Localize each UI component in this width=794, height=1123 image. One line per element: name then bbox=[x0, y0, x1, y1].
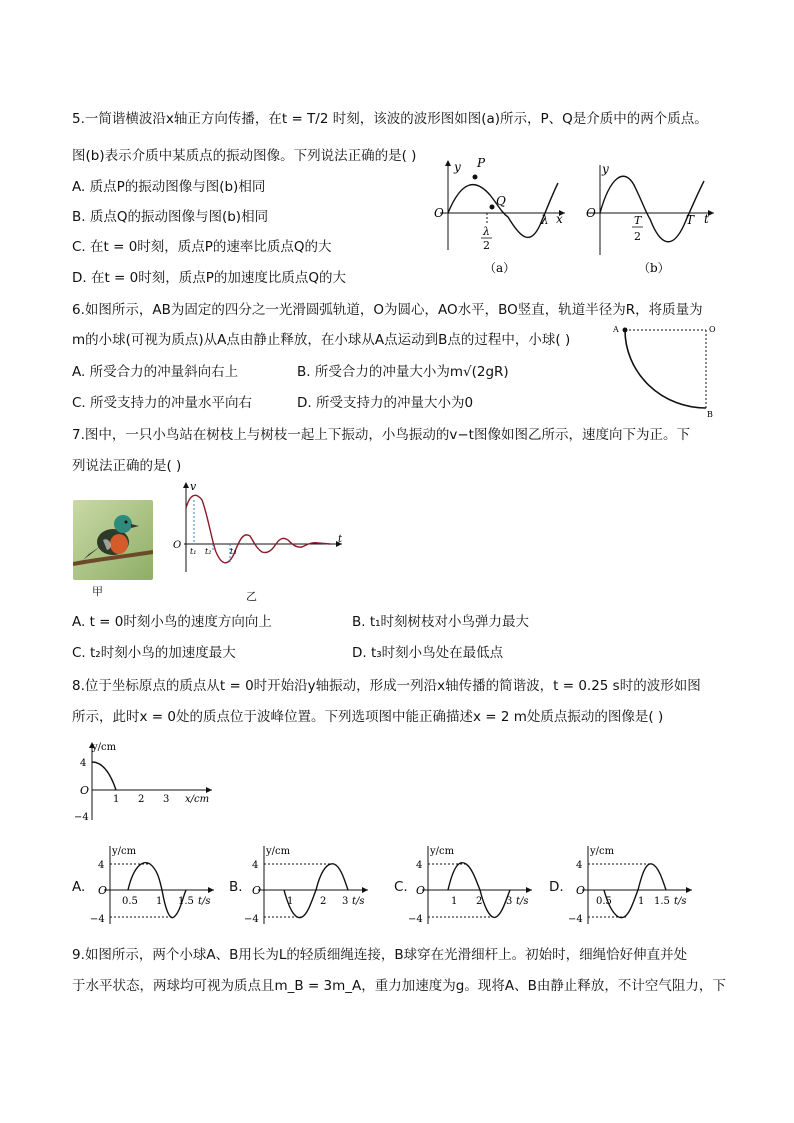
q7-line1: 7.图中，一只小鸟站在树枝上与树枝一起上下振动，小鸟振动的v−t图像如图乙所示，速度向下为正。下 bbox=[72, 427, 690, 443]
q6-arc-figure bbox=[610, 320, 720, 420]
q8d-tick-1: 0.5 bbox=[596, 896, 612, 907]
q8-wave-figure bbox=[72, 740, 222, 825]
q8-line2: 所示，此时x = 0处的质点位于波峰位置。下列选项图中能正确描述x = 2 m处质点振动的图像是( ) bbox=[72, 709, 664, 725]
q8c-tlabel: t/s bbox=[516, 896, 529, 907]
q8a-yneg4: −4 bbox=[90, 914, 105, 925]
q5b-t-half-den: 2 bbox=[634, 230, 641, 243]
q5a-caption: （a） bbox=[484, 261, 516, 275]
q8-wave-ylabel: y/cm bbox=[92, 742, 117, 753]
q8b-yneg4: −4 bbox=[244, 914, 259, 925]
q8-wave-curve bbox=[92, 762, 116, 790]
q5-option-b: B. 质点Q的振动图像与图(b)相同 bbox=[72, 209, 269, 225]
q8b-tick-3: 3 bbox=[342, 896, 349, 907]
q8a-origin: O bbox=[98, 884, 108, 897]
q8-choice-b-letter: B. bbox=[229, 879, 243, 895]
q8c-tick-2: 2 bbox=[476, 896, 483, 907]
q8-wave-origin: O bbox=[80, 784, 90, 797]
q5a-q-label: Q bbox=[496, 194, 506, 208]
q8d-y4: 4 bbox=[576, 860, 583, 871]
point-p bbox=[473, 175, 478, 180]
q6-arc-track bbox=[625, 330, 706, 408]
q7-vt-graph bbox=[170, 480, 350, 575]
bird-photo bbox=[73, 500, 153, 580]
q8c-y4: 4 bbox=[416, 860, 423, 871]
q7-t2-label: t₂ bbox=[205, 547, 212, 556]
q8b-tlabel: t/s bbox=[352, 896, 365, 907]
q5-option-c: C. 在t = 0时刻，质点P的速率比质点Q的大 bbox=[72, 239, 332, 255]
q8-choice-d-letter: D. bbox=[549, 879, 564, 895]
q8-line1: 8.位于坐标原点的质点从t = 0时开始沿y轴振动，形成一列沿x轴传播的简谐波，t = 0.25 s时的波形如图 bbox=[72, 678, 701, 694]
q8b-ylabel: y/cm bbox=[266, 846, 291, 857]
q8c-yneg4: −4 bbox=[408, 914, 423, 925]
q7-t1-label: t₁ bbox=[190, 547, 197, 556]
q5-option-d: D. 在t = 0时刻，质点P的加速度比质点Q的大 bbox=[72, 270, 347, 286]
q7-label-yi: 乙 bbox=[246, 590, 257, 603]
q5a-p-label: P bbox=[477, 156, 486, 170]
q5a-origin-label: O bbox=[434, 206, 444, 220]
q5b-caption: （b） bbox=[638, 261, 670, 275]
q5b-y-label: y bbox=[602, 162, 609, 176]
q8a-ylabel: y/cm bbox=[112, 846, 137, 857]
q7-label-jia: 甲 bbox=[92, 585, 103, 598]
q5-line1: 5.一简谐横波沿x轴正方向传播，在t = T/2 时刻，该波的波形图如图(a)所示，P、Q是介质中的两个质点。 bbox=[72, 111, 708, 127]
q7-t3-label: t₃ bbox=[230, 547, 237, 556]
q6-label-a: A bbox=[613, 325, 619, 334]
q6-line1: 6.如图所示，AB为固定的四分之一光滑圆弧轨道，O为圆心，AO水平，BO竖直，轨道半径为R，将质量为 bbox=[72, 302, 703, 318]
q5-figure-b bbox=[580, 155, 720, 280]
q7-option-b: B. t₁时刻树枝对小鸟弹力最大 bbox=[352, 614, 530, 630]
q6-label-b: B bbox=[707, 410, 713, 419]
q6-option-a: A. 所受合力的冲量斜向右上 bbox=[72, 364, 239, 380]
q8-choice-c-graph bbox=[406, 842, 536, 927]
q8-choice-d-graph bbox=[566, 842, 696, 927]
q9-line2: 于水平状态，两球均可视为质点且m_B = 3m_A，重力加速度为g。现将A、B由静止释放，不计空气阻力，下 bbox=[72, 978, 726, 994]
q8-wave-x2: 2 bbox=[138, 794, 145, 805]
q8a-tick-1: 0.5 bbox=[122, 896, 138, 907]
q5b-t-half-num: T bbox=[634, 214, 642, 227]
q8b-tick-2: 2 bbox=[320, 896, 327, 907]
q8c-ylabel: y/cm bbox=[430, 846, 455, 857]
q8a-tick-3: 1.5 bbox=[178, 896, 194, 907]
q8-wave-x3: 3 bbox=[163, 794, 170, 805]
q8d-tlabel: t/s bbox=[674, 896, 687, 907]
q8a-tlabel: t/s bbox=[198, 896, 211, 907]
q5-figure-a bbox=[430, 155, 570, 280]
q7-origin-label: O bbox=[173, 540, 182, 551]
q8-wave-yneg4: −4 bbox=[74, 812, 89, 823]
q7-option-a: A. t = 0时刻小鸟的速度方向向上 bbox=[72, 614, 272, 630]
q8c-origin: O bbox=[416, 884, 426, 897]
q5b-period-label: T bbox=[686, 213, 695, 227]
q7-t-label: t bbox=[338, 534, 343, 545]
q5a-wave-curve bbox=[448, 183, 558, 237]
q8d-origin: O bbox=[576, 884, 586, 897]
q8-choice-b-graph bbox=[242, 842, 372, 927]
q8b-origin: O bbox=[252, 884, 262, 897]
q5a-lambda-label: λ bbox=[541, 213, 549, 227]
q7-option-c: C. t₂时刻小鸟的加速度最大 bbox=[72, 645, 236, 661]
q5a-lambda-half-num: λ bbox=[483, 225, 490, 238]
q8-choice-a-letter: A. bbox=[72, 879, 86, 895]
q8-wave-y4: 4 bbox=[80, 758, 87, 769]
q5a-lambda-half-den: 2 bbox=[483, 239, 490, 252]
q8b-y4: 4 bbox=[252, 860, 259, 871]
q8a-y4: 4 bbox=[98, 860, 105, 871]
q8b-tick-1: 1 bbox=[287, 896, 294, 907]
q8d-tick-3: 1.5 bbox=[654, 896, 670, 907]
q8d-tick-2: 1 bbox=[638, 896, 645, 907]
q8a-tick-2: 1 bbox=[156, 896, 163, 907]
q5b-t-label: t bbox=[704, 212, 709, 226]
q5-option-a: A. 质点P的振动图像与图(b)相同 bbox=[72, 179, 266, 195]
q8-wave-xlabel: x/cm bbox=[185, 794, 210, 805]
q6-line2: m的小球(可视为质点)从A点由静止释放，在小球从A点运动到B点的过程中，小球( ) bbox=[72, 332, 571, 348]
point-q bbox=[490, 205, 495, 210]
q8-choice-c-letter: C. bbox=[394, 879, 408, 895]
q8c-tick-3: 3 bbox=[506, 896, 513, 907]
q8-choice-a-graph bbox=[88, 842, 218, 927]
q5a-x-label: x bbox=[556, 212, 563, 226]
q5b-origin-label: O bbox=[586, 206, 596, 220]
q6-option-d: D. 所受支持力的冲量大小为0 bbox=[297, 395, 474, 411]
q8d-yneg4: −4 bbox=[568, 914, 583, 925]
q7-option-d: D. t₃时刻小鸟处在最低点 bbox=[352, 645, 504, 661]
q6-ball bbox=[623, 328, 628, 333]
q8d-ylabel: y/cm bbox=[590, 846, 615, 857]
q5-line2: 图(b)表示介质中某质点的振动图像。下列说法正确的是( ) bbox=[72, 148, 417, 164]
q5a-y-label: y bbox=[454, 160, 461, 174]
q8-wave-x1: 1 bbox=[113, 794, 120, 805]
q6-option-c: C. 所受支持力的冲量水平向右 bbox=[72, 395, 253, 411]
q7-line2: 列说法正确的是( ) bbox=[72, 458, 182, 474]
q5b-wave-curve bbox=[600, 176, 704, 242]
q8c-tick-1: 1 bbox=[451, 896, 458, 907]
q7-v-label: v bbox=[190, 480, 197, 493]
q9-line1: 9.如图所示，两个小球A、B用长为L的轻质细绳连接，B球穿在光滑细杆上。初始时，细绳恰好伸直并处 bbox=[72, 947, 688, 963]
q6-label-o: O bbox=[709, 325, 716, 334]
q6-option-b: B. 所受合力的冲量大小为m√(2gR) bbox=[297, 364, 509, 380]
